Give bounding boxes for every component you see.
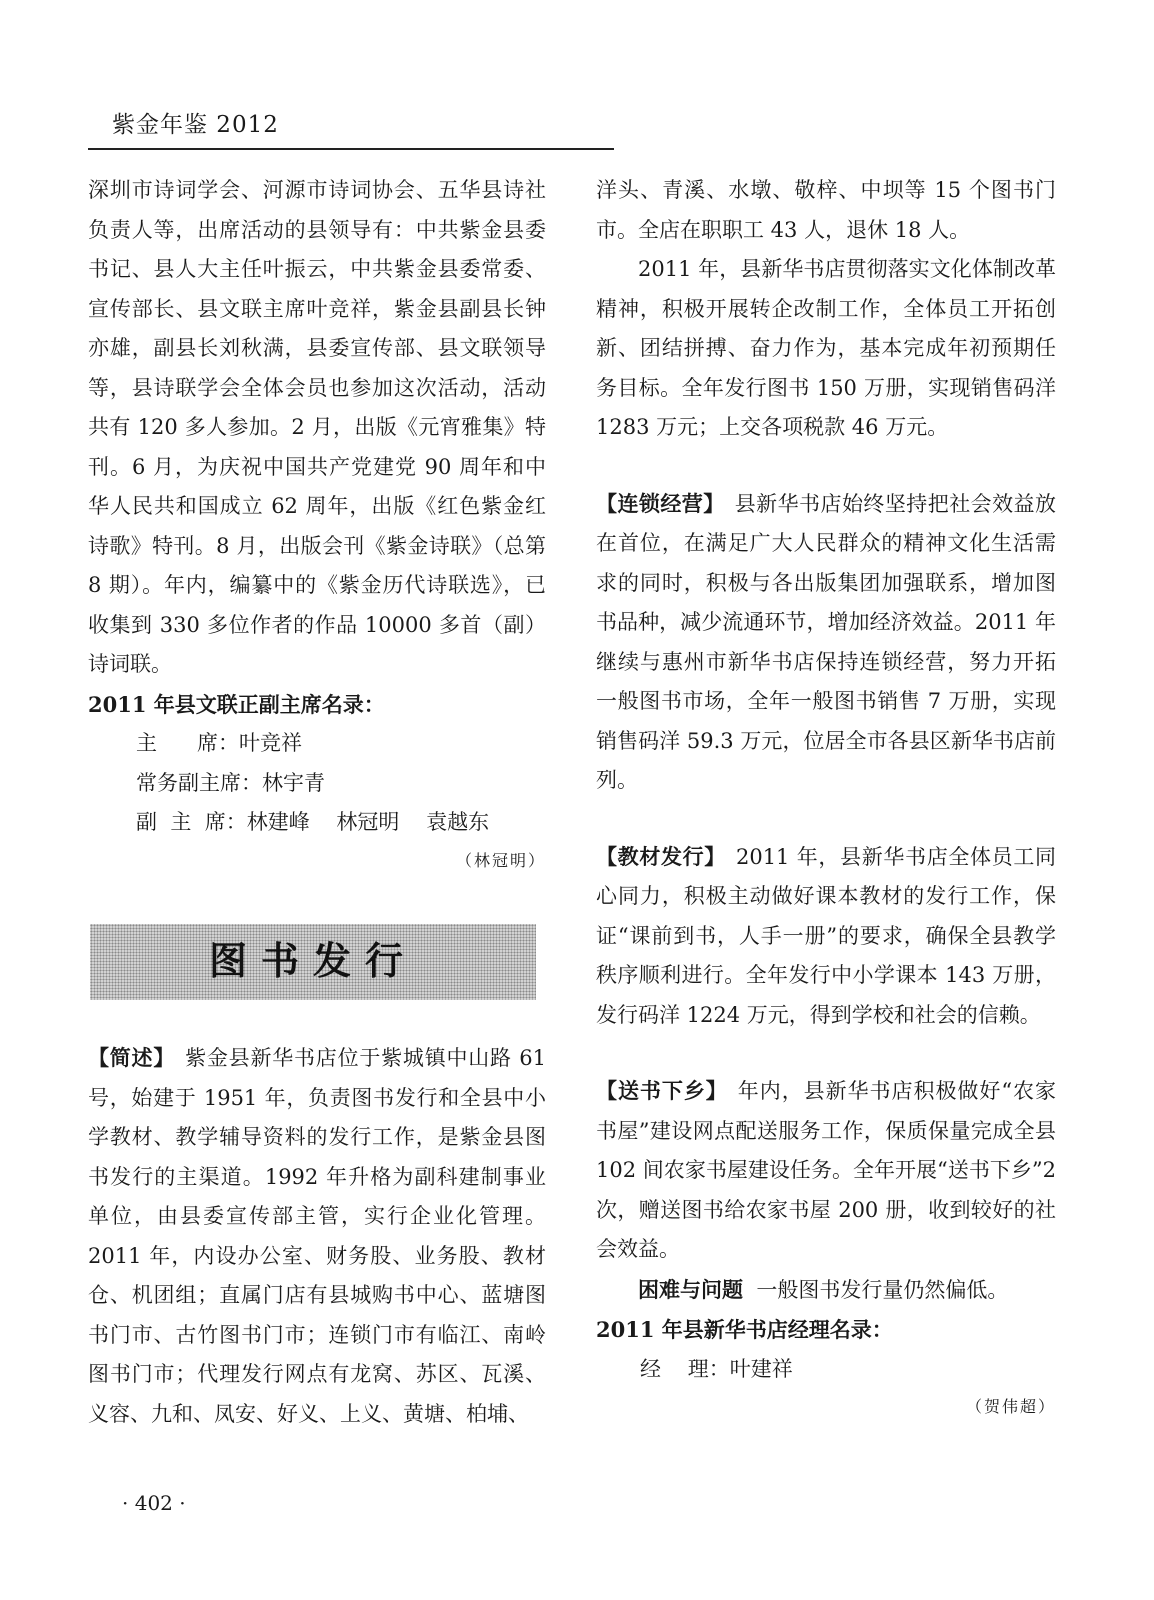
chain-operation-tag: 【连锁经营】 [596, 490, 725, 516]
intro-paragraph: 深圳市诗词学会、河源市诗词协会、五华县诗社负责人等，出席活动的县领导有：中共紫金县委书记、县人大主任叶振云，中共紫金县委常委、宣传部长、县文联主席叶竞祥，紫金县副县长钟亦雄，副县长刘秋满，县委宣传部、县文联领导等，县诗联学会全体会员也参加这次活动，活动共有 120 多人参加。2 月，出版《元宵雅集》特刊。6 月，为庆祝中国共产党建党 90 周年和中华人民共和国成立 62 周年，出版《红色紫金红诗歌》特刊。8 月，出版会刊《紫金诗联》（总第 8 期）。年内，编纂中的《紫金历代诗联选》，已收集到 330 多位作者的作品 10000 多首（副）诗词联。 [88, 178, 546, 676]
books-to-countryside-text: 年内，县新华书店积极做好“农家书屋”建设网点配送服务工作，保质保量完成全县 102 间农家书屋建设任务。全年开展“送书下乡”2 次，赠送图书给农家书屋 200 册，收到较好的社会效益。 [596, 1079, 1056, 1261]
textbook-distribution-paragraph [596, 837, 1056, 1036]
problems-label: 困难与问题 [638, 1276, 743, 1302]
textbook-distribution-tag: 【教材发行】 [596, 843, 726, 869]
author-signature: （贺伟超） [965, 1397, 1056, 1416]
overview-tag: 【简述】 [88, 1045, 176, 1070]
continuation-paragraph: 洋头、青溪、水墩、敬梓、中坝等 15 个图书门市。全店在职职工 43 人，退休 18 人。 [596, 178, 1056, 242]
spacer [596, 801, 1056, 837]
page-number: · 402 · [122, 1491, 186, 1515]
manager-heading: 2011 年县新华书店经理名录： [596, 1317, 893, 1342]
author-signature: （林冠明） [455, 850, 546, 870]
chain-operation-text: 县新华书店始终坚持把社会效益放在首位，在满足广大人民群众的精神文化生活需求的同时，积极与各出版集团加强联系，增加图书品种，减少流通环节，增加经济效益。2011 年继续与惠州市新华书店保持连锁经营，努力开拓一般图书市场，全年一般图书销售 7 万册，实现销售码洋 59.3 万元，位居全市各县区新华书店前列。 [596, 491, 1057, 792]
header-rule [88, 148, 614, 150]
manager-row: 经 理：叶建祥 [640, 1356, 793, 1381]
spacer [596, 1035, 1056, 1071]
spacer [596, 448, 1056, 484]
problems-paragraph [596, 1270, 1056, 1311]
problems-text: 一般图书发行量仍然偏低。 [756, 1277, 1009, 1302]
section-title: 图书发行 [208, 939, 417, 984]
books-to-countryside-tag: 【送书下乡】 [596, 1078, 728, 1103]
roster-row-chair: 主 席：叶竞祥 [136, 731, 303, 755]
textbook-distribution-text: 2011 年，县新华书店全体员工同心同力，积极主动做好课本教材的发行工作，保证“课前到书，人手一册”的要求，确保全县教学秩序顺利进行。全年发行中小学课本 143 万册，发行码洋 1224 万元，得到学校和社会的信赖。 [596, 844, 1057, 1027]
section-title-banner [90, 924, 536, 1000]
chain-operation-paragraph [596, 484, 1056, 801]
reform-paragraph: 2011 年，县新华书店贯彻落实文化体制改革精神，积极开展转企改制工作，全体员工开拓创新、团结拼搏、奋力作为，基本完成年初预期任务目标。全年发行图书 150 万册，实现销售码洋 1283 万元；上交各项税款 46 万元。 [596, 257, 1056, 439]
overview-paragraph [88, 1038, 546, 1434]
left-column [88, 171, 546, 1434]
overview-text: 紫金县新华书店位于紫城镇中山路 61 号，始建于 1951 年，负责图书发行和全县中小学教材、教学辅导资料的发行工作，是紫金县图书发行的主渠道。1992 年升格为副科建制事业单位，由县委宣传部主管，实行企业化管理。2011 年，内设办公室、财务股、业务股、教材仓、机团组；直属门店有县城购书中心、蓝塘图书门市、古竹图书门市；连锁门市有临江、南岭图书门市；代理发行网点有龙窝、苏区、瓦溪、义容、九和、凤安、好义、上义、黄塘、柏埔、 [88, 1046, 546, 1426]
roster-heading: 2011 年县文联正副主席名录： [88, 691, 385, 717]
roster-row-executive-vice-chair: 常务副主席：林宇青 [136, 770, 325, 795]
roster-row-vice-chairs: 副 主 席：林建峰 林冠明 袁越东 [136, 810, 490, 834]
right-column [596, 171, 1056, 1427]
books-to-countryside-paragraph [596, 1071, 1056, 1270]
running-header-title: 紫金年鉴 2012 [112, 112, 279, 138]
